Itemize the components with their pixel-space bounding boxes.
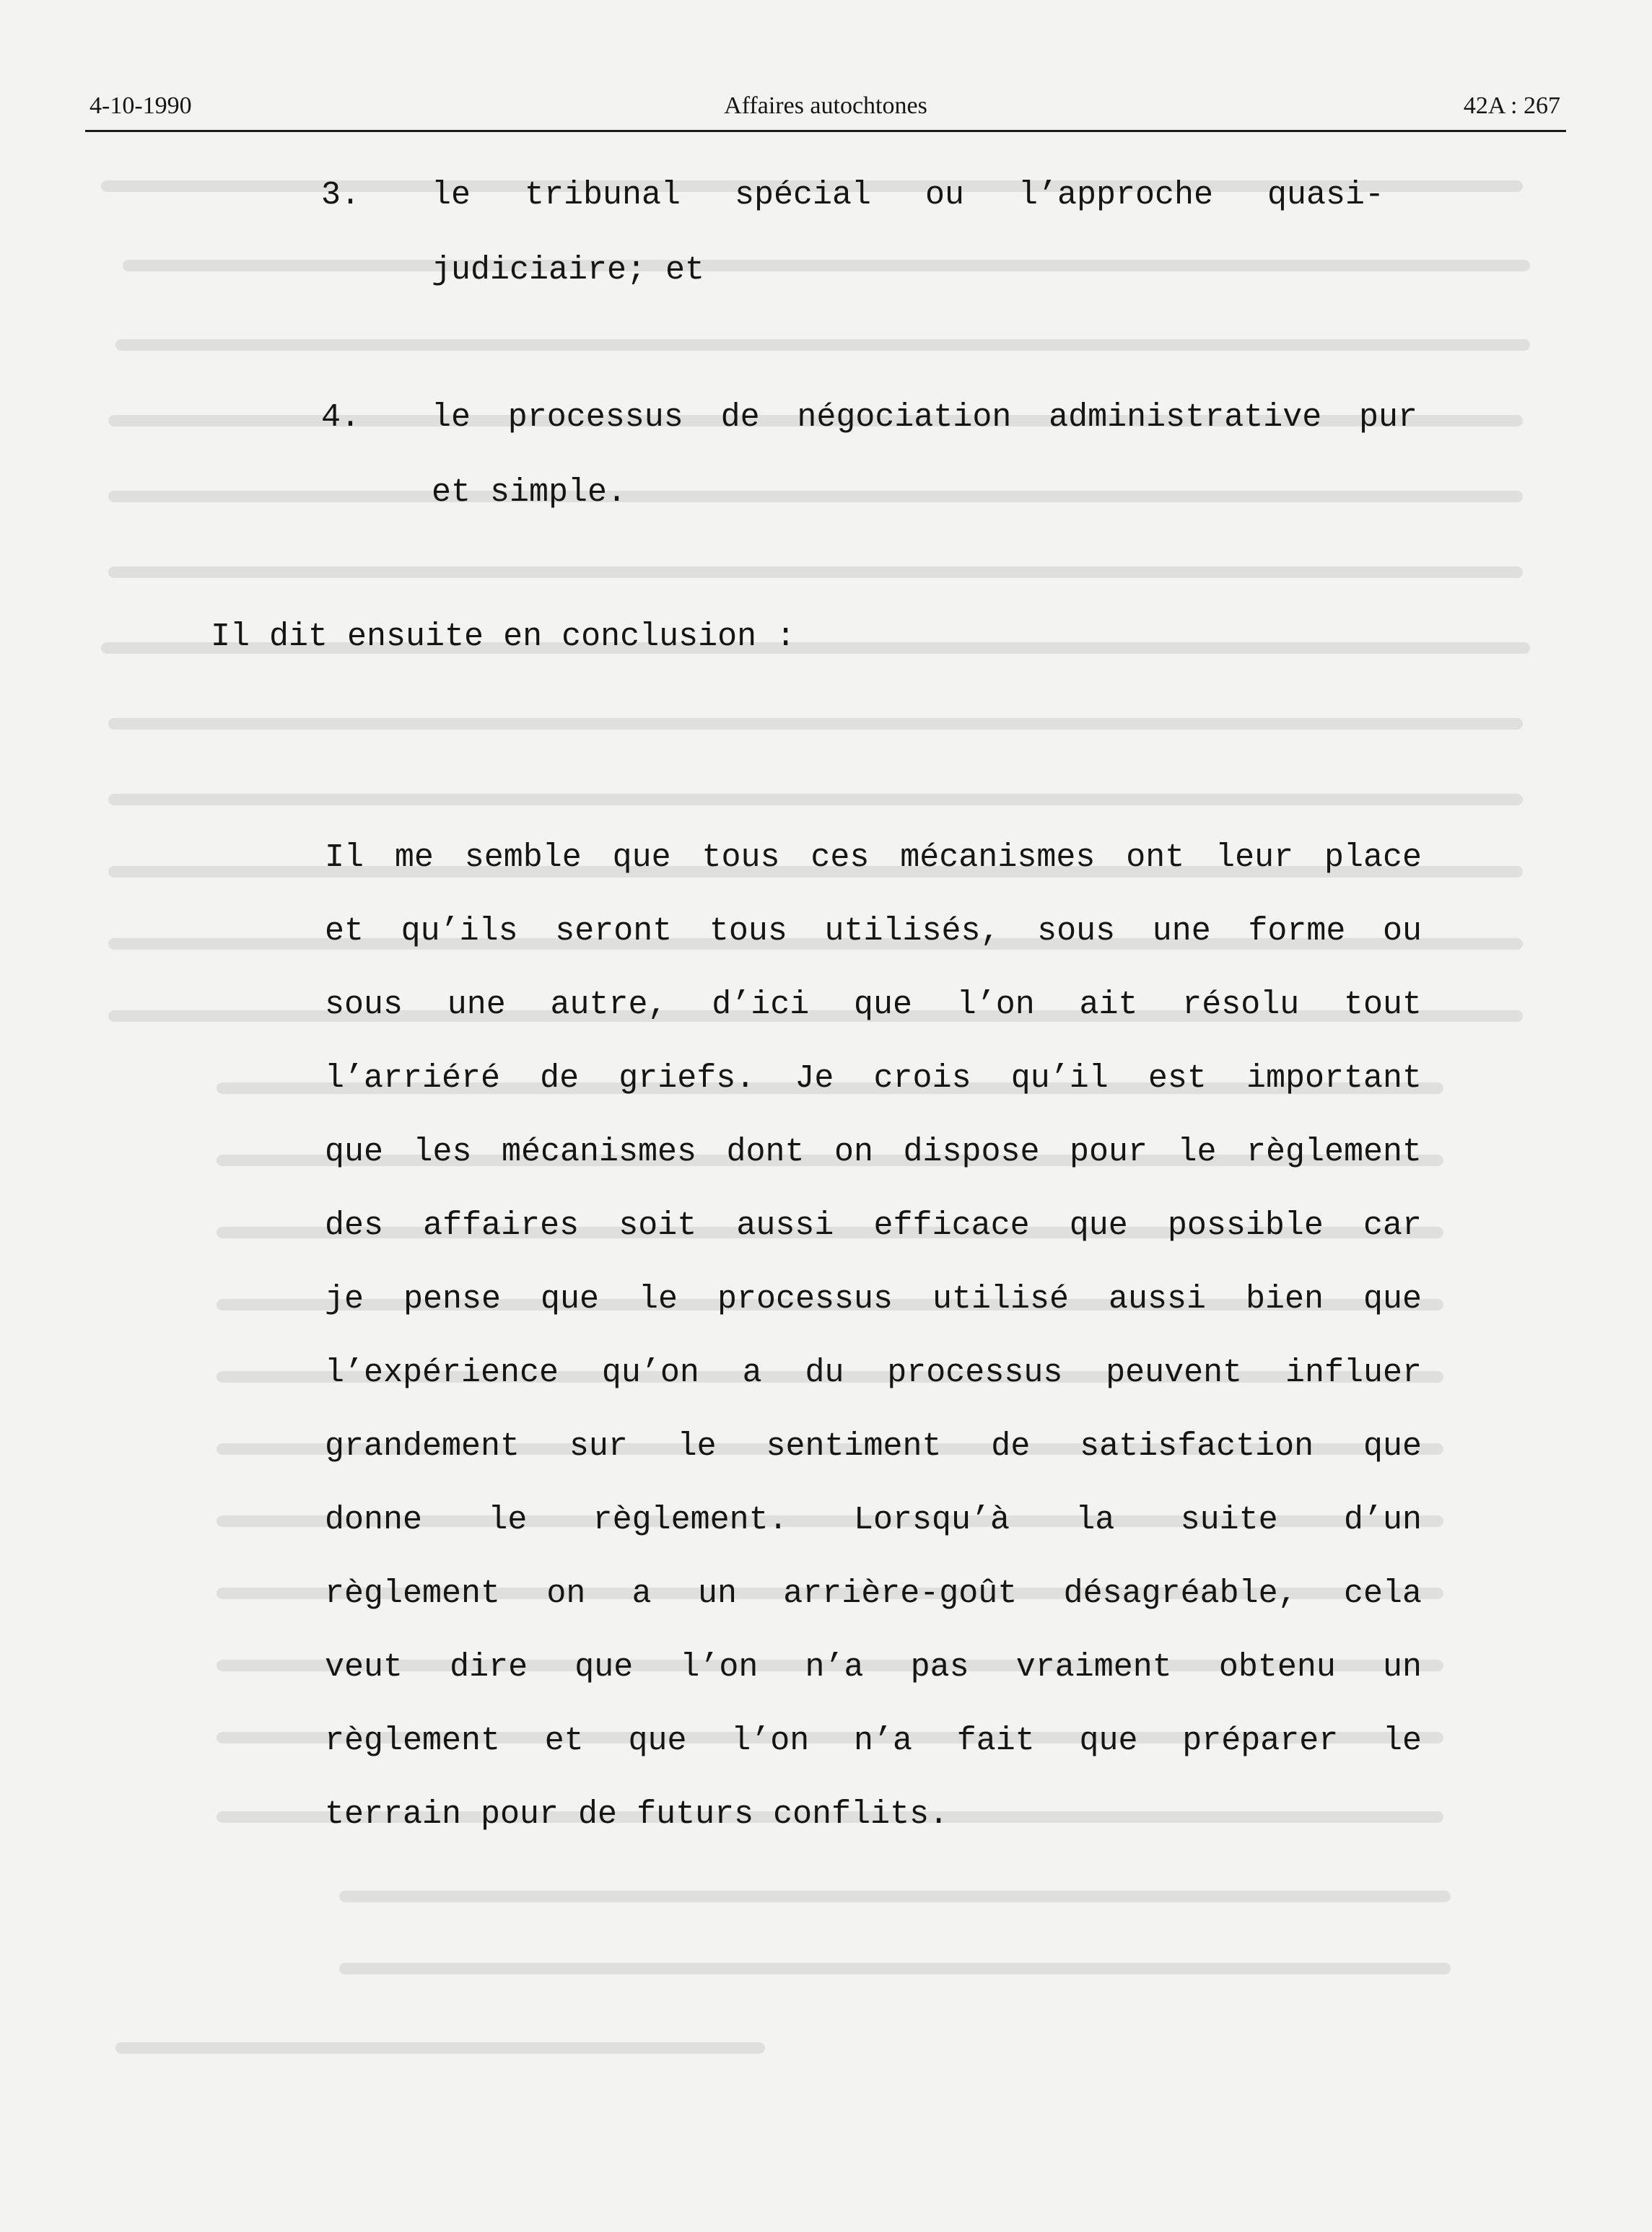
- list-item-number: 3.: [321, 177, 361, 214]
- list-item-line: judiciaire; et: [432, 252, 705, 289]
- quote-line: donne le règlement. Lorsqu’à la suite d’un: [325, 1502, 1422, 1539]
- quote-line: Il me semble que tous ces mécanismes ont leur place: [325, 839, 1422, 876]
- list-item-line: le processus de négociation administrative pur: [432, 399, 1417, 436]
- quote-line: sous une autre, d’ici que l’on ait résolu tout: [325, 986, 1422, 1023]
- quote-line: l’arriéré de griefs. Je crois qu’il est important: [325, 1060, 1422, 1097]
- page-header: [85, 88, 1566, 132]
- header-page-number: 42A : 267: [1463, 92, 1560, 119]
- header-title: Affaires autochtones: [724, 92, 927, 119]
- quote-line: grandement sur le sentiment de satisfaction que: [325, 1428, 1422, 1465]
- list-item-line: le tribunal spécial ou l’approche quasi-: [432, 177, 1384, 214]
- quote-line: je pense que le processus utilisé aussi bien que: [325, 1281, 1422, 1318]
- quote-line: l’expérience qu’on a du processus peuvent influer: [325, 1354, 1422, 1391]
- header-date: 4-10-1990: [89, 92, 192, 119]
- list-item-number: 4.: [321, 399, 361, 436]
- quote-line: règlement et que l’on n’a fait que préparer le: [325, 1723, 1422, 1759]
- quote-line: règlement on a un arrière-goût désagréable, cela: [325, 1575, 1422, 1612]
- list-item-line: et simple.: [432, 474, 627, 511]
- quote-line: et qu’ils seront tous utilisés, sous une forme ou: [325, 913, 1422, 950]
- intro-paragraph: Il dit ensuite en conclusion :: [211, 618, 796, 655]
- quote-line: terrain pour de futurs conflits.: [325, 1796, 949, 1833]
- quote-line: des affaires soit aussi efficace que possible car: [325, 1207, 1422, 1244]
- quote-line: veut dire que l’on n’a pas vraiment obtenu un: [325, 1649, 1422, 1686]
- quote-line: que les mécanismes dont on dispose pour le règlement: [325, 1134, 1422, 1170]
